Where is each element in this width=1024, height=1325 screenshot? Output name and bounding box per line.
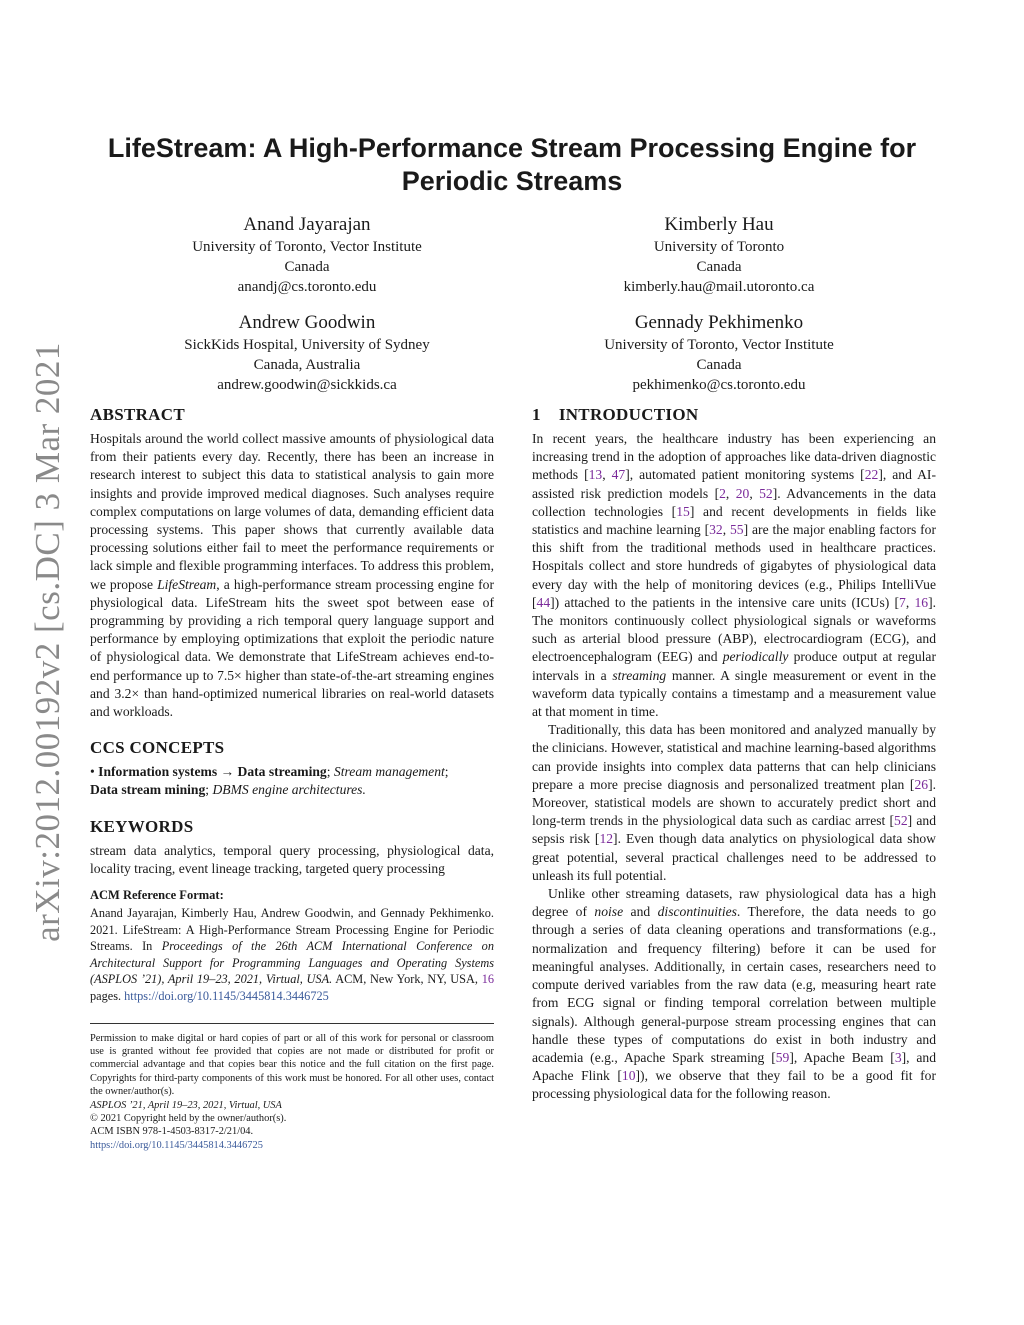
ref-part: Anand Jayarajan, Kimberly Hau, Andrew Goodwin, and Gennady Pekhimenko. 2021. LifeStream: A High-Performance Stream Processing Engine for Periodic Streams. In [90, 906, 494, 954]
permission-notice: Permission to make digital or hard copies of part or all of this work for personal or classroom use is granted without fee provided that copies are not made or distributed for profit or commercial advantage and that copies bear this notice and the full citation on the first page. Copyrights for third-party components of this work must be honored. For all other uses, contact the owner/author(s). [90, 1032, 494, 1098]
right-column [532, 404, 936, 1104]
citation-link[interactable]: 47 [611, 467, 626, 483]
author-name: Anand Jayarajan [243, 214, 371, 235]
author-block-1 [117, 213, 497, 297]
paragraph-text: , [602, 467, 612, 483]
author-country: Canada [696, 259, 742, 275]
ccs-sep: . [362, 782, 366, 798]
paragraph-text: . Therefore, the data needs to go through a series of data cleaning operations and transformations (e.g., normalization and frequency filtering) before it can be used for meaningful analyses. Additionally, in certain cases, researchers need to compute derived variables from the raw data (e.g, measuring heart rate from ECG signal or finding temporal correlation between multiple signals). Although general-purpose stream processing engines that can handle these types of computations do exist in both industry and academia (e.g., Apache Spark streaming [ [532, 904, 937, 1065]
paragraph-text: ]. Advancements in the data collection technologies [ [532, 485, 937, 519]
copyright-line: © 2021 Copyright held by the owner/author(s). [90, 1113, 287, 1125]
paper-title: LifeStream: A High-Performance Stream Processing Engine for Periodic Streams [107, 133, 917, 196]
footnote-rule [90, 1023, 494, 1024]
paragraph-text: ], automated patient monitoring systems [ [625, 467, 865, 483]
ref-part: ACM, New York, NY, USA, [332, 972, 482, 987]
venue-text: ASPLOS ’21, April 19–23, 2021, Virtual, USA [90, 1099, 282, 1111]
citation-link[interactable]: 55 [730, 522, 744, 538]
intro-paragraph-2 [532, 721, 936, 885]
paragraph-text: ]. The monitors continuously collect physiological signals or waveforms such as arterial blood pressure (ABP), electrocardiogram (ECG), and electroencephalogram (EEG) and [532, 594, 937, 665]
author-country: Canada [284, 259, 330, 275]
citation-link[interactable]: 13 [588, 467, 603, 483]
author-affiliation: SickKids Hospital, University of Sydney [184, 337, 430, 353]
citation-link[interactable]: 20 [735, 485, 750, 501]
paragraph-text: ] are the major enabling factors for this shift from the traditional methods used in healthcare practices. Hospitals collect and store hundreds of gigabytes of physiological data every day with the help of monitoring devices (e.g., Philips IntelliVue [ [532, 522, 936, 610]
author-affiliation: University of Toronto, Vector Institute [192, 239, 422, 255]
intro-heading [532, 404, 936, 426]
paragraph-text: ]), we observe that they fail to be a good fit for processing physiological data for the following reason. [532, 1068, 936, 1102]
author-block-4 [529, 311, 909, 395]
paragraph-text: produce output at regular intervals in a [532, 649, 936, 683]
ccs-heading: CCS CONCEPTS [90, 738, 225, 758]
footnote-doi [90, 1139, 494, 1152]
author-email: anandj@cs.toronto.edu [237, 279, 377, 295]
citation-link[interactable]: 22 [864, 467, 879, 483]
isbn-line: ACM ISBN 978-1-4503-8317-2/21/04. [90, 1126, 254, 1138]
author-name: Andrew Goodwin [238, 312, 376, 333]
paragraph-text: , [749, 485, 760, 501]
citation-link[interactable]: 12 [599, 831, 614, 847]
section-title: INTRODUCTION [558, 405, 699, 424]
emphasis-text: noise [594, 904, 624, 920]
author-affiliation: University of Toronto [653, 239, 785, 255]
paragraph-text: , [722, 522, 730, 538]
citation-link[interactable]: 26 [914, 776, 929, 792]
citation-link[interactable]: 2 [719, 485, 726, 501]
author-name: Gennady Pekhimenko [634, 312, 804, 333]
abstract-system-name: LifeStream [157, 576, 217, 592]
ccs-concept: Information systems → Data streaming [98, 764, 327, 780]
section-number: 1 [532, 405, 541, 424]
ref-pages-link[interactable]: 16 [481, 972, 494, 987]
ccs-concept: DBMS engine architectures [212, 782, 363, 798]
author-country: Canada [696, 357, 742, 373]
ref-format-heading: ACM Reference Format: [90, 888, 224, 903]
ccs-concept: Data stream mining [90, 782, 206, 798]
ccs-sep: ; [205, 782, 213, 798]
paragraph-text: manner. A single measurement or event in the waveform data typically contains a timestamp and a measurement value at that moment in time. [532, 667, 936, 720]
footnote-doi-link[interactable]: https://doi.org/10.1145/3445814.3446725 [90, 1139, 263, 1151]
author-email: kimberly.hau@mail.utoronto.ca [623, 279, 815, 295]
paragraph-text: ]) attached to the patients in the intensive care units (ICUs) [ [550, 594, 900, 610]
paragraph-text: ], Apache Beam [ [789, 1049, 895, 1065]
emphasis-text: streaming [612, 667, 667, 683]
citation-link[interactable]: 32 [709, 522, 723, 538]
author-country: Canada, Australia [253, 357, 361, 373]
ccs-text [90, 763, 494, 799]
paragraph-text: Traditionally, this data has been monitored and analyzed manually by the clinicians. However, statistical and machine learning-based algorithms can provide insights into complex data patterns that can help clinicians prepare a more precise diagnosis and personalized treatment plan [ [532, 722, 936, 792]
citation-link[interactable]: 44 [536, 594, 551, 610]
paragraph-text: ] and sepsis risk [ [532, 813, 936, 847]
abstract-text [90, 430, 494, 721]
citation-link[interactable]: 15 [676, 503, 690, 519]
ref-format-text [90, 905, 494, 1005]
paragraph-text: and [623, 904, 658, 920]
arxiv-sidebar [28, 342, 68, 942]
keywords-heading: KEYWORDS [90, 816, 194, 836]
paragraph-text: ], and Apache Flink [ [532, 1049, 937, 1084]
citation-link[interactable]: 52 [894, 813, 908, 829]
ccs-sep: ; [444, 764, 449, 780]
ref-doi-link[interactable]: https://doi.org/10.1145/3445814.3446725 [124, 989, 329, 1004]
arxiv-identifier: arXiv:2012.00192v2 [cs.DC] 3 Mar 2021 [28, 342, 67, 942]
author-name: Kimberly Hau [664, 214, 774, 235]
emphasis-text: periodically [722, 649, 789, 665]
abstract-heading: ABSTRACT [90, 405, 185, 424]
ccs-concept: Stream management [333, 764, 445, 780]
author-block-2 [529, 213, 909, 297]
paragraph-text: In recent years, the healthcare industry has been experiencing an increasing trend in the adoption of approaches like data-driven diagnostic methods [ [532, 431, 936, 483]
citation-link[interactable]: 16 [914, 594, 929, 610]
paragraph-text: ], and AI-assisted risk prediction models [ [532, 467, 936, 501]
paragraph-text: ] and recent developments in fields like statistics and machine learning [ [532, 503, 936, 538]
venue-line [90, 1099, 494, 1112]
author-block-3 [117, 311, 497, 395]
ref-part: pages. [90, 989, 125, 1004]
intro-paragraph-1 [532, 430, 936, 721]
citation-link[interactable]: 10 [621, 1068, 636, 1084]
paragraph-text: ]. Even though data analytics on physiological data show great potential, several practical challenges need to be addressed to unleash its full potential. [532, 831, 936, 883]
ccs-bullet: • [90, 764, 99, 780]
ccs-sep: ; [326, 764, 334, 780]
paragraph-text: , [725, 485, 736, 501]
keywords-text: stream data analytics, temporal query processing, physiological data, locality tracing, event lineage tracking, targeted query processing [90, 842, 494, 876]
abstract-part: , a high-performance stream processing engine for physiological data. LifeStream hits the sweet spot between ease of programming by providing a rich temporal query language support and performance by employing optimizations that exploit the periodic nature of physiological data. We demonstrate that LifeStream achieves end-to-end performance up to 7.5× higher than state-of-the-art streaming engines and 3.2× than hand-optimized numerical libraries on real-world datasets and workloads. [90, 576, 494, 720]
abstract-part: Hospitals around the world collect massive amounts of physiological data from their patients every day. Recently, there has been an increase in research interest to subject this data to statistical analysis to gain more insights and provide improved medical diagnoses. Such analyses require complex computations on large volumes of data, demanding efficient data processing systems. This paper shows that currently available data processing solutions either fail to meet the performance requirements or lack simple and flexible programming interfaces. To address this problem, we propose [90, 431, 494, 592]
ref-proceedings: Proceedings of the 26th ACM International Conference on Architectural Support for Programming Languages and Operating Systems (ASPLOS ’21), April 19–23, 2021, Virtual, USA. [90, 939, 494, 987]
paragraph-text: , [905, 594, 915, 610]
intro-paragraph-3 [532, 885, 936, 1103]
paragraph-text: Unlike other streaming datasets, raw physiological data has a high degree of [532, 886, 936, 920]
emphasis-text: discontinuities [657, 904, 737, 920]
author-email: andrew.goodwin@sickkids.ca [217, 377, 397, 393]
citation-link[interactable]: 3 [894, 1049, 902, 1065]
author-email: pekhimenko@cs.toronto.edu [632, 377, 806, 393]
paragraph-text: ]. Moreover, statistical models are shown to accurately predict short and long-term trends in the physiological data such as cardiac arrest [ [532, 776, 936, 829]
author-affiliation: University of Toronto, Vector Institute [604, 337, 834, 353]
left-column [90, 404, 494, 1152]
citation-link[interactable]: 59 [775, 1049, 790, 1065]
citation-link[interactable]: 52 [759, 485, 773, 501]
citation-link[interactable]: 7 [899, 594, 906, 610]
